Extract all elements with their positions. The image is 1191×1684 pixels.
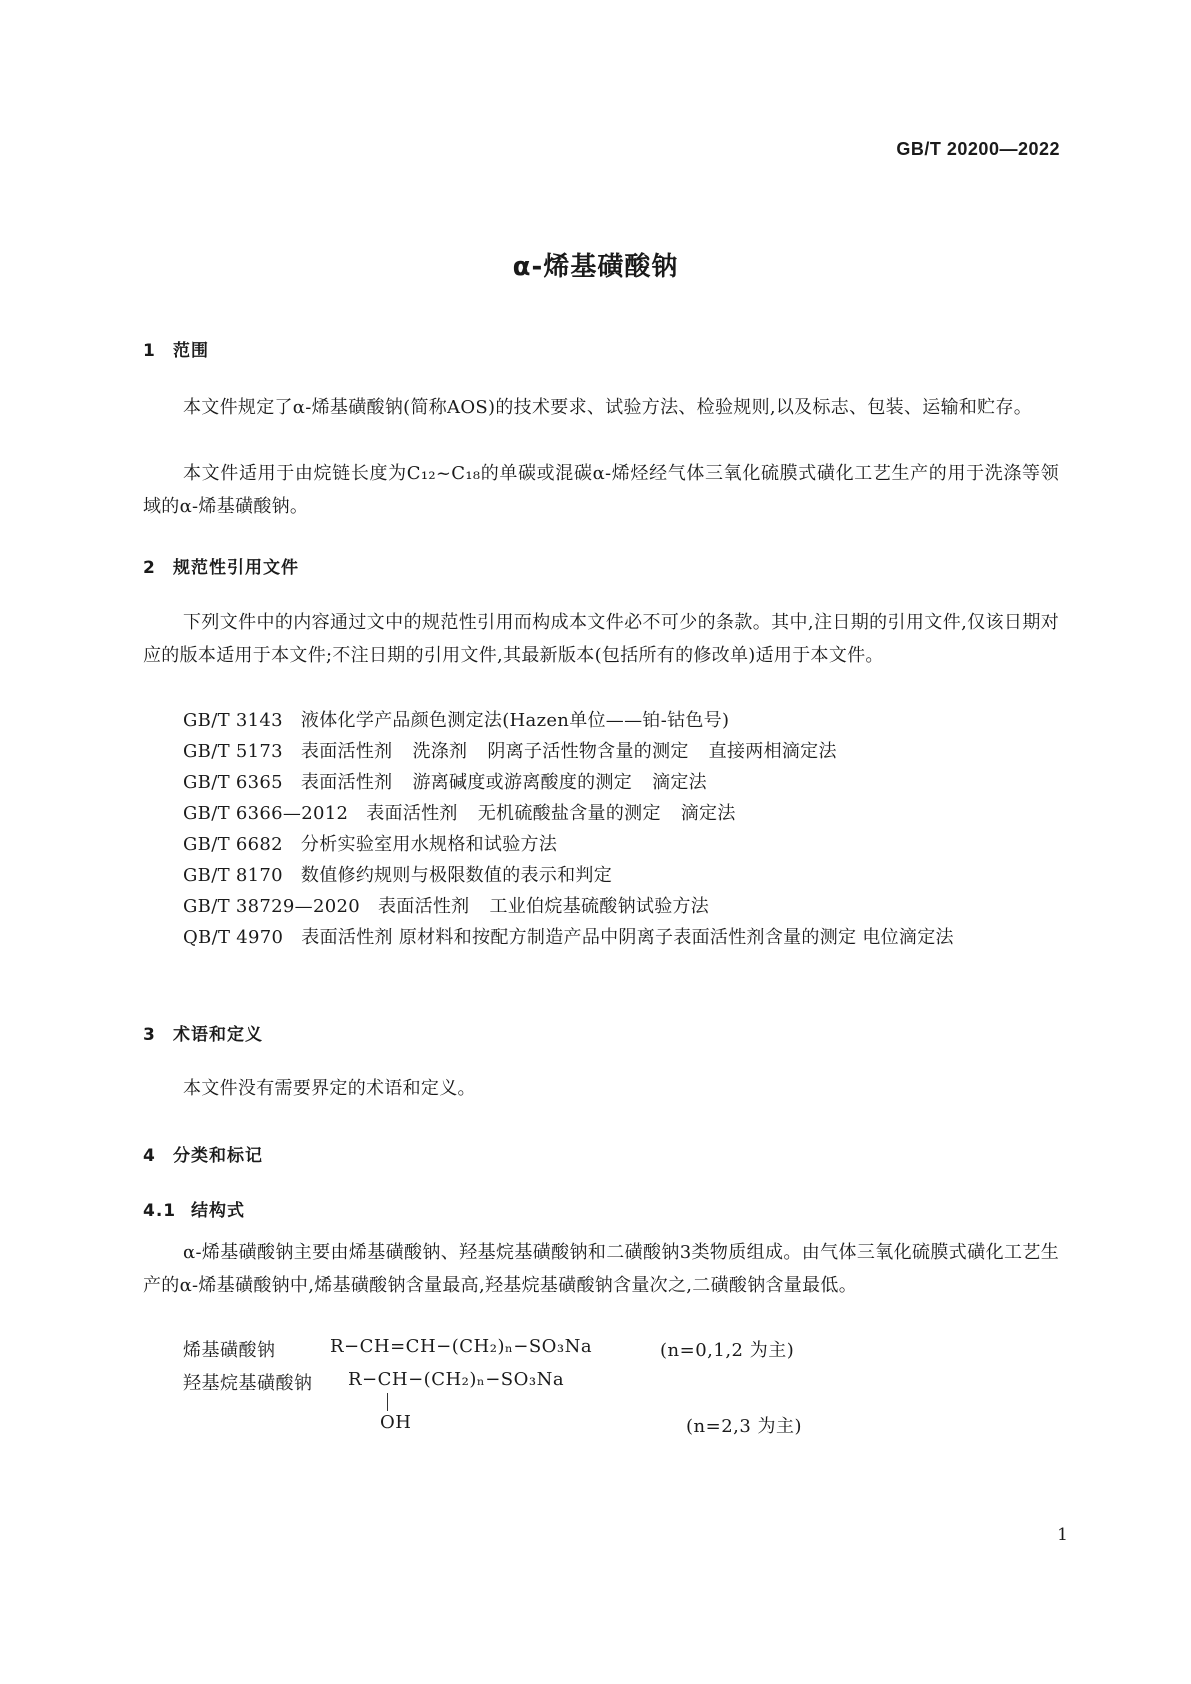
references-intro: 下列文件中的内容通过文中的规范性引用而构成本文件必不可少的条款。其中,注日期的引用文件,仅该日期对应的版本适用于本文件;不注日期的引用文件,其最新版本(包括所有的修改单)适用于本文件。 [143, 612, 1059, 666]
section-number: 4.1 [143, 1201, 177, 1221]
reference-title: 表面活性剂 无机硫酸盐含量的测定 滴定法 [366, 803, 736, 824]
page-number: 1 [1057, 1525, 1068, 1545]
reference-title: 数值修约规则与极限数值的表示和判定 [300, 865, 613, 886]
section-4-heading [143, 1141, 263, 1166]
formula-name: 羟基烷基磺酸钠 [183, 1373, 313, 1394]
structure-paragraph: α-烯基磺酸钠主要由烯基磺酸钠、羟基烷基磺酸钠和二磺酸钠3类物质组成。由气体三氧化硫膜式磺化工艺生产的α-烯基磺酸钠中,烯基磺酸钠含量最高,羟基烷基磺酸钠含量次之,二磺酸钠含量最低。 [143, 1242, 1059, 1296]
reference-title: 表面活性剂 原材料和按配方制造产品中阴离子表面活性剂含量的测定 电位滴定法 [301, 927, 954, 948]
chemical-formula: R−CH−(CH₂)ₙ−SO₃Na [348, 1369, 565, 1390]
reference-title: 分析实验室用水规格和试验方法 [300, 834, 558, 855]
reference-code: GB/T 6365 [183, 772, 283, 793]
reference-code: QB/T 4970 [183, 927, 284, 948]
reference-code: GB/T 3143 [183, 710, 283, 731]
section-title: 规范性引用文件 [173, 558, 299, 578]
reference-code: GB/T 8170 [183, 865, 283, 886]
bond-line [387, 1393, 388, 1411]
section-title: 术语和定义 [173, 1025, 263, 1045]
section-1-heading [143, 336, 209, 361]
chemical-formula: R−CH=CH−(CH₂)ₙ−SO₃Na [330, 1336, 593, 1357]
reference-item [183, 766, 707, 799]
formula-note: (n=2,3 为主) [686, 1416, 803, 1437]
reference-item [183, 704, 729, 737]
reference-code: GB/T 6366—2012 [183, 803, 349, 824]
document-title: α-烯基磺酸钠 [512, 252, 679, 282]
terms-paragraph: 本文件没有需要界定的术语和定义。 [183, 1078, 476, 1099]
reference-item [183, 797, 736, 830]
section-number: 2 [143, 558, 156, 578]
reference-item [183, 859, 612, 892]
section-number: 1 [143, 341, 156, 361]
reference-title: 表面活性剂 工业伯烷基硫酸钠试验方法 [377, 896, 710, 917]
reference-code: GB/T 38729—2020 [183, 896, 360, 917]
reference-title: 表面活性剂 游离碱度或游离酸度的测定 滴定法 [300, 772, 707, 793]
formula-note: (n=0,1,2 为主) [660, 1340, 795, 1361]
scope-paragraph-1: 本文件规定了α-烯基磺酸钠(简称AOS)的技术要求、试验方法、检验规则,以及标志、包装、运输和贮存。 [183, 397, 1033, 418]
reference-item [183, 890, 709, 923]
section-2-heading [143, 553, 299, 578]
reference-item [183, 828, 557, 861]
reference-code: GB/T 5173 [183, 741, 283, 762]
formula-substituent: OH [380, 1412, 412, 1433]
section-title: 结构式 [191, 1201, 245, 1221]
scope-paragraph-2: 本文件适用于由烷链长度为C₁₂~C₁₈的单碳或混碳α-烯烃经气体三氧化硫膜式磺化工艺生产的用于洗涤等领域的α-烯基磺酸钠。 [143, 463, 1059, 517]
reference-code: GB/T 6682 [183, 834, 283, 855]
reference-item [143, 921, 1059, 954]
formula-name: 烯基磺酸钠 [183, 1340, 276, 1361]
section-title: 范围 [173, 341, 209, 361]
reference-item [183, 735, 837, 768]
section-title: 分类和标记 [173, 1146, 263, 1166]
reference-title: 液体化学产品颜色测定法(Hazen单位——铂-钴色号) [300, 710, 730, 731]
subsection-4-1-heading [143, 1196, 245, 1221]
section-number: 3 [143, 1025, 156, 1045]
section-3-heading [143, 1020, 263, 1045]
reference-title: 表面活性剂 洗涤剂 阴离子活性物含量的测定 直接两相滴定法 [300, 741, 837, 762]
standard-number: GB/T 20200—2022 [896, 139, 1060, 159]
section-number: 4 [143, 1146, 156, 1166]
